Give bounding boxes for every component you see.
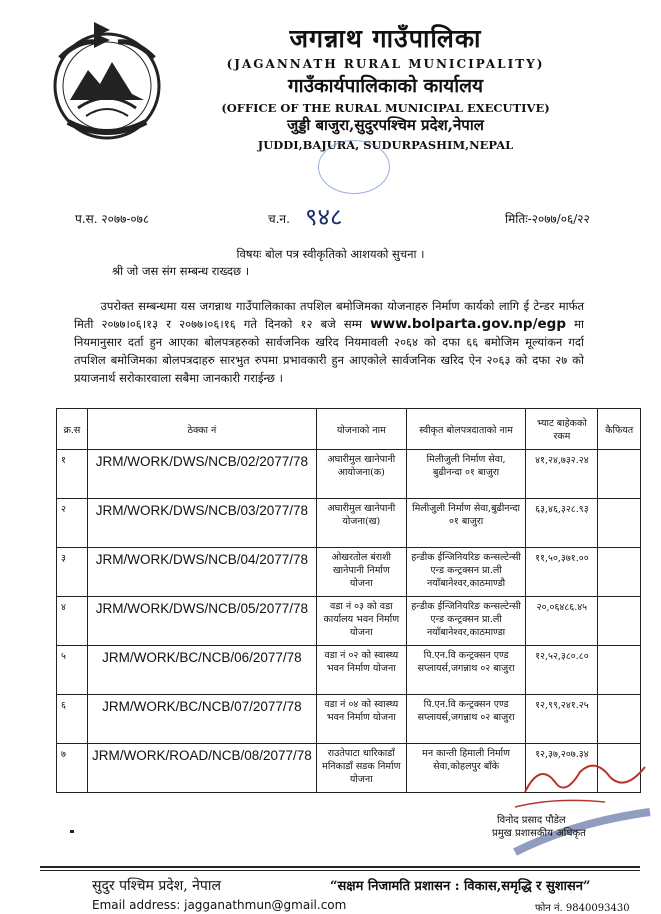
- cell-bidder: मन कान्ती हिमाली निर्माण सेवा,कोहलपुर बाँके: [406, 744, 526, 793]
- cell-bidder: मिलीजुली निर्माण सेवा, बुढीनन्दा ०१ बाजुरा: [406, 450, 526, 499]
- footer-divider: [40, 866, 640, 868]
- address-en: JUDDI,BAJURA, SUDURPASHIM,NEPAL: [257, 138, 514, 152]
- cell-amount: २०,०६४८६.४५: [526, 597, 598, 646]
- cell-sn: ७: [57, 744, 88, 793]
- municipality-name-en: (JAGANNATH RURAL MUNICIPALITY): [226, 57, 545, 71]
- handwritten-signature: [485, 752, 655, 862]
- table-header-row: [57, 409, 641, 450]
- cell-sn: ४: [57, 597, 88, 646]
- footer-province: सुदुर पश्चिम प्रदेश, नेपाल: [92, 878, 221, 894]
- body-part-1: उपरोक्त सम्बन्धमा यस जगन्नाथ गाउँपालिकाका तपशिल बमोजिमका योजनाहरु निर्माण कार्यको लागि ई टेन्डर मार्फत मिती २०७७।०६।१३ र २०७७।०६।१६ गते दिनको १२ बजे सम्म: [74, 299, 584, 331]
- cell-remarks: [598, 597, 641, 646]
- letter-salutation: श्री जो जस संग सम्बन्ध राख्दछ ।: [112, 264, 250, 278]
- cell-project: राउतेपाटा धारिकाडाँ मनिकाडाँ सडक निर्माण योजना: [316, 744, 406, 793]
- tender-table: [56, 408, 641, 793]
- office-name-np: गाउँकार्यपालिकाको कार्यालय: [287, 75, 484, 97]
- footer-email: Email address: jagganathmun@gmail.com: [92, 898, 347, 912]
- cell-project: वडा नं ०२ को स्वास्थ्य भवन निर्माण योजना: [316, 646, 406, 695]
- cell-bidder: हन्डीक ईन्जिनियरिङ कन्सल्टेन्सी एन्ड कन्ट्रक्सन प्रा.ली नयाँबानेश्वर,काठमाण्डा: [406, 597, 526, 646]
- header-project: योजनाको नाम: [316, 409, 406, 450]
- header-tender-no: ठेक्का नं: [87, 409, 316, 450]
- cell-project: ओखरतोल बंराशी खानेपानी निर्माण योजना: [316, 548, 406, 597]
- table-row: [57, 450, 641, 499]
- cell-sn: २: [57, 499, 88, 548]
- cell-amount: १२,९९,२४१.२५: [526, 695, 598, 744]
- cell-tender-no: JRM/WORK/DWS/NCB/04/2077/78: [87, 548, 316, 597]
- letter-body: [74, 297, 584, 387]
- letterhead: [190, 24, 581, 153]
- cell-bidder: पि.एन.वि कन्ट्रक्सन एण्ड सप्लायर्स,जगन्नाथ ०२ बाजुरा: [406, 695, 526, 744]
- table-row: [57, 597, 641, 646]
- cell-bidder: हन्डीक ईन्जिनियरिङ कन्सल्टेन्सी एन्ड कन्ट्रक्सन प्रा.ली नयाँबानेश्वर,काठमाण्डौ: [406, 548, 526, 597]
- cell-sn: १: [57, 450, 88, 499]
- cell-project: वडा नं ०४ को स्वास्थ्य भवन निर्माण योजना: [316, 695, 406, 744]
- signatory-title: प्रमुख प्रशासकीय अधिकृत: [492, 828, 586, 839]
- office-stamp-icon: [318, 140, 390, 194]
- address-np: जुड्डी बाजुरा,सुदुरपश्चिम प्रदेश,नेपाल: [287, 116, 484, 134]
- header-amount: भ्याट बाहेकको रकम: [526, 409, 598, 450]
- bolpatra-url: www.bolparta.gov.np/egp: [370, 316, 566, 332]
- letter-date: मितिः-२०७७/०६/२२: [505, 212, 590, 226]
- cell-bidder: मिलीजुली निर्माण सेवा,बुढीनन्दा ०१ बाजुरा: [406, 499, 526, 548]
- cell-tender-no: JRM/WORK/BC/NCB/07/2077/78: [87, 695, 316, 744]
- header-remarks: कैफियत: [598, 409, 641, 450]
- office-name-en: (OFFICE OF THE RURAL MUNICIPAL EXECUTIVE): [221, 101, 550, 115]
- cell-tender-no: JRM/WORK/DWS/NCB/05/2077/78: [87, 597, 316, 646]
- cell-amount: ११,५०,३७१.००: [526, 548, 598, 597]
- cell-project: वडा नं ०३ को वडा कार्यालय भवन निर्माण योजना: [316, 597, 406, 646]
- cell-sn: ३: [57, 548, 88, 597]
- body-part-2: मा नियमानुसार दर्ता हुन आएका बोलपत्रहरुको सार्वजनिक खरिद नियमावली २०६४ को दफा ६६ बमोजिम मूल्यांकन गर्दा तपशिल बमोजिमका बोलपत्रदाहरु सारभुत रुपमा प्रभावकारी हुन आएकोले सार्वजनिक खरिद ऐन २०६३ को दफा २७ को प्रयाजनार्थ सरोकारवाला सबैमा जानकारी गराईन्छ ।: [74, 317, 585, 385]
- chalani-label: च.न.: [268, 212, 290, 226]
- table-row: [57, 646, 641, 695]
- cell-tender-no: JRM/WORK/ROAD/NCB/08/2077/78: [87, 744, 316, 793]
- table-row: [57, 548, 641, 597]
- cell-project: अघारीमुल खानेपानी योजना(ख): [316, 499, 406, 548]
- cell-amount: ४१,२४,७३२.२४: [526, 450, 598, 499]
- signatory-name: विनोद प्रसाद पौडेल: [497, 815, 566, 826]
- patra-sankhya: प.स. २०७७-०७८: [75, 212, 150, 226]
- cell-amount: ६३,४६,३२८.९३: [526, 499, 598, 548]
- table-row: [57, 695, 641, 744]
- municipality-name-np: जगन्नाथ गाउँपालिका: [289, 24, 482, 53]
- cell-bidder: पि.एन.वि कन्ट्रक्सन एण्ड सप्लायर्स,जगन्नाथ ०२ बाजुरा: [406, 646, 526, 695]
- cell-tender-no: JRM/WORK/DWS/NCB/03/2077/78: [87, 499, 316, 548]
- cell-amount: १२,३७,२०७.३४: [526, 744, 598, 793]
- stray-mark: [70, 830, 74, 833]
- cell-project: अघारीमुल खानेपानी आयोजना(क): [316, 450, 406, 499]
- table-row: [57, 499, 641, 548]
- cell-remarks: [598, 646, 641, 695]
- chalani-number: ९४८: [305, 203, 343, 231]
- cell-remarks: [598, 548, 641, 597]
- cell-tender-no: JRM/WORK/DWS/NCB/02/2077/78: [87, 450, 316, 499]
- cell-tender-no: JRM/WORK/BC/NCB/06/2077/78: [87, 646, 316, 695]
- footer-divider-thin: [40, 870, 640, 871]
- municipality-emblem: [48, 18, 166, 146]
- header-sn: क्र.स: [57, 409, 88, 450]
- cell-remarks: [598, 695, 641, 744]
- cell-remarks: [598, 499, 641, 548]
- footer-motto: “सक्षम निजामति प्रशासन : विकास,समृद्धि र सुशासन”: [330, 879, 591, 894]
- cell-amount: १२,५२,३८०.८०: [526, 646, 598, 695]
- cell-sn: ६: [57, 695, 88, 744]
- cell-sn: ५: [57, 646, 88, 695]
- letter-subject: विषयः बोल पत्र स्वीकृतिको आशयको सुचना ।: [236, 247, 425, 261]
- footer-phone: फोन नं. 9840093430: [535, 903, 630, 914]
- header-bidder: स्वीकृत बोलपत्रदाताको नाम: [406, 409, 526, 450]
- cell-remarks: [598, 450, 641, 499]
